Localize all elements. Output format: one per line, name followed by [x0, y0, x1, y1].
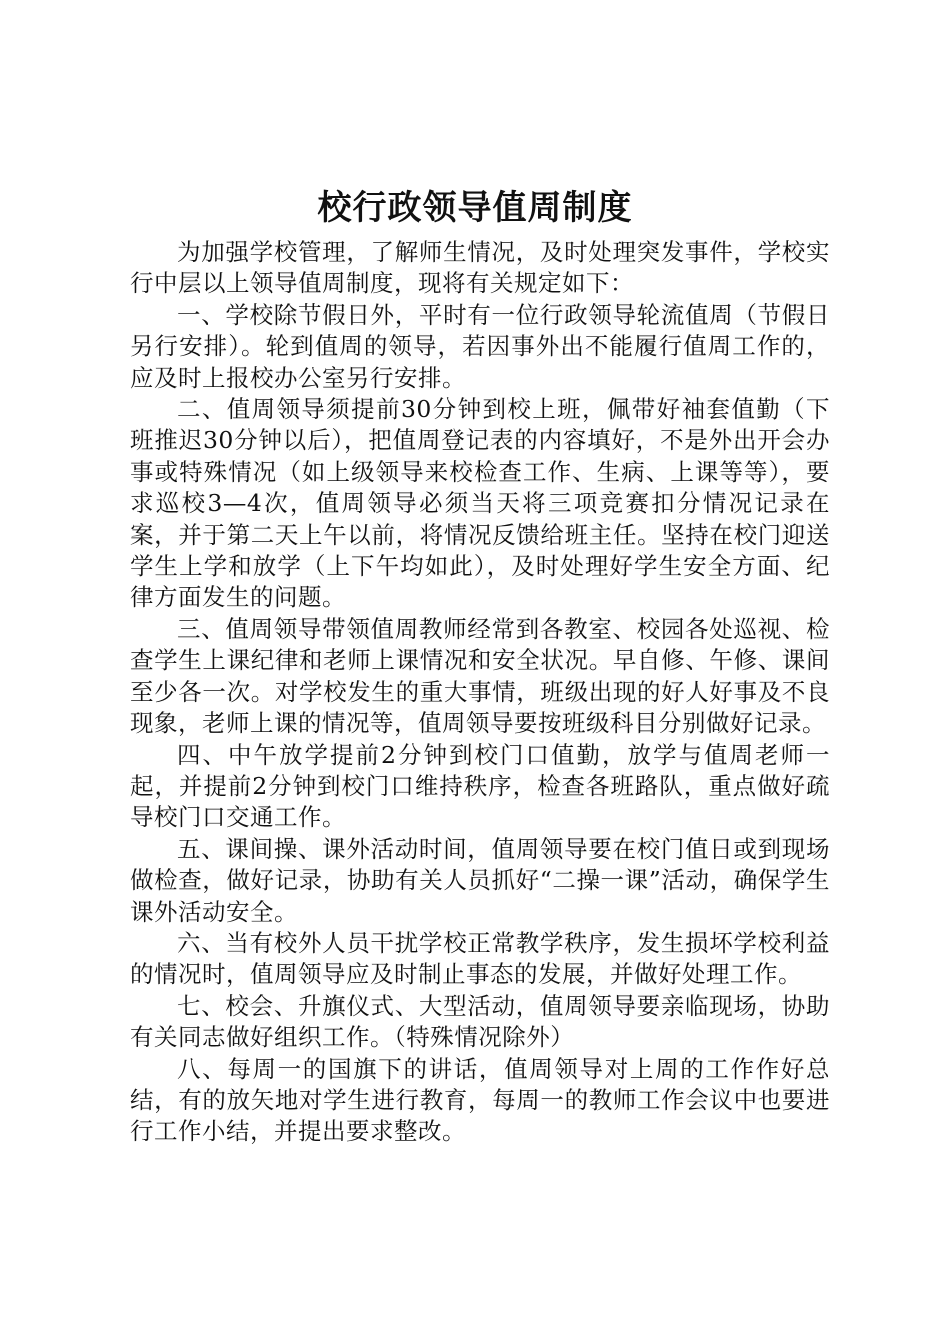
intro-paragraph: 为加强学校管理，了解师生情况，及时处理突发事件，学校实行中层以上领导值周制度，现将有关规定如下： — [130, 238, 830, 298]
rule-paragraph-4: 四、中午放学提前2分钟到校门口值勤，放学与值周老师一起，并提前2分钟到校门口维持秩序，检查各班路队，重点做好疏导校门口交通工作。 — [130, 740, 830, 832]
document-title: 校行政领导值周制度 — [317, 188, 633, 228]
rule-paragraph-3: 三、值周领导带领值周教师经常到各教室、校园各处巡视、检查学生上课纪律和老师上课情况和安全状况。早自修、午修、课间至少各一次。对学校发生的重大事情，班级出现的好人好事及不良现象，老师上课的情况等，值周领导要按班级科目分别做好记录。 — [130, 614, 830, 738]
rule-paragraph-8: 八、每周一的国旗下的讲话，值周领导对上周的工作作好总结，有的放矢地对学生进行教育，每周一的教师工作会议中也要进行工作小结，并提出要求整改。 — [130, 1054, 830, 1146]
rule-paragraph-2: 二、值周领导须提前30分钟到校上班，佩带好袖套值勤（下班推迟30分钟以后），把值周登记表的内容填好，不是外出开会办事或特殊情况（如上级领导来校检查工作、生病、上课等等），要求巡校3—4次，值周领导必须当天将三项竞赛扣分情况记录在案，并于第二天上午以前，将情况反馈给班主任。坚持在校门迎送学生上学和放学（上下午均如此），及时处理好学生安全方面、纪律方面发生的问题。 — [130, 395, 830, 612]
rule-paragraph-5: 五、课间操、课外活动时间，值周领导要在校门值日或到现场做检查，做好记录，协助有关人员抓好“二操一课”活动，确保学生课外活动安全。 — [130, 834, 830, 926]
document-body — [130, 237, 830, 1148]
rule-paragraph-6: 六、当有校外人员干扰学校正常教学秩序，发生损坏学校利益的情况时，值周领导应及时制止事态的发展，并做好处理工作。 — [130, 928, 830, 989]
rule-paragraph-7: 七、校会、升旗仪式、大型活动，值周领导要亲临现场，协助有关同志做好组织工作。（特殊情况除外） — [130, 991, 830, 1052]
rule-paragraph-1: 一、学校除节假日外，平时有一位行政领导轮流值周（节假日另行安排）。轮到值周的领导，若因事外出不能履行值周工作的，应及时上报校办公室另行安排。 — [130, 300, 830, 392]
